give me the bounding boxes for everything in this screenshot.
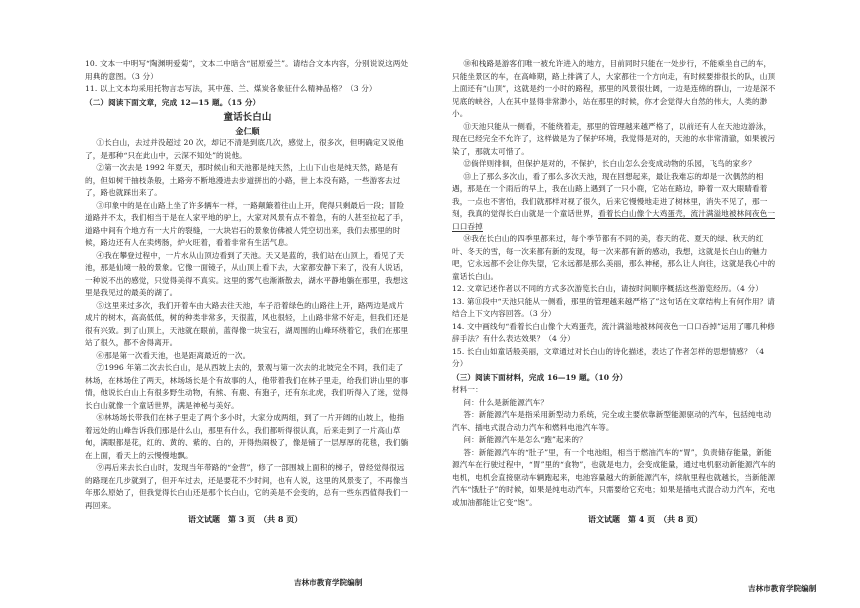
question-13: 13. 第⑪段中“天池只能从一侧看，那里的管理越来越严格了”这句话在文章结构上有何作用？请结合上下文内容回答。（3 分）: [452, 296, 775, 318]
paragraph-5: ⑤这里来过多次，我们开着车由大路去往天池，车子沿着绿色的山路往上开，路两边是成片成片的树木，高高低低，树的种类非常多，天很蓝，风也很轻，上山路非常不好走，但我们还是很有兴致。到了山顶上，天池就在眼前，蓝得像一块宝石，湖周围的山峰环绕着它，我们在那里站了很久，都不舍得离开。: [85, 300, 409, 347]
page-4-content: [452, 58, 777, 509]
qa-line-3: 问：新能源汽车是怎么“跑”起来的？: [463, 435, 587, 444]
page-4-footer: 语文试题 第 4 页 （共 8 页）: [588, 514, 703, 524]
paragraph-11: ⑪天池只能从一侧看，不能绕着走，那里的管理越来越严格了，以前还有人在天池边游泳，现在已经完全不允许了，这样做是为了保护环境，我觉得是对的，天池的水非常清澈，如果被污染了，那就太可惜了。: [452, 121, 776, 156]
paragraph-8: ⑧林场场长带我们在林子里走了两个多小时，大家分成两组，到了一片开阔的山坡上，他指着远处的山峰告诉我们那是什么山，那里有什么，我们都听得很认真，后来走到了一片高山草甸，满眼都是花，红的、黄的、紫的、白的，开得热闹极了，像是铺了一层厚厚的花毯，我们躺在上面，看天上的云慢慢地飘。: [85, 413, 409, 460]
material-1-label: 材料一：: [452, 385, 483, 394]
question-11: 11. 以上文本均采用托物言志写法，其中莲、兰、煤炭各象征什么精神品格？（3 分）: [85, 84, 377, 93]
question-14: 14. 文中画线句“看着长白山像个大鸡蛋壳，流汁满溢地被林间夜色一口口吞掉”运用了哪几种修辞手法？有什么表达效果？（4 分）: [452, 321, 775, 343]
paragraph-4: ④我在攀登过程中，一片水从山顶边看到了天池。天又是蓝的，我们站在山顶上，看见了天池，那是仙境一般的景象。它像一面镜子，从山顶上看下去，大家都安静下来了，没有人说话，一种说不出的感觉，只觉得美得不真实。这里的雾气也渐渐散去，湖水平静地躺在那里，我想这里是我见过的最美的湖了。: [85, 250, 409, 297]
paragraph-10: ⑩和栈路是游客们唯一被允许进入的地方，目前同时只能在一处步行，不能乘坐自己的车，只能坐景区的车，在高峰期，路上排满了人，大家都往一个方向走，有时候要排很长的队，山顶上面还有“山顶”，这就是约一小时的路程，那里的风景很壮阔，一边是连绵的群山，一边是深不见底的峡谷，人在其中显得非常渺小，站在那里的时候，你才会觉得大自然的伟大，人类的渺小。: [452, 59, 776, 118]
page-3-content: [85, 58, 410, 512]
question-10: 10. 文本一中明写“陶渊明爱菊”，文本二中暗含“屈原爱兰”。请结合文本内容，分别说说这两处用典的意图。（3 分）: [85, 59, 409, 81]
paragraph-7: ⑦1996 年第二次去长白山，是从西坡上去的，景观与第一次去的北坡完全不同，我们走了林场，在林场住了两天，林场场长是个有故事的人，他带着我们在林子里走，给我们讲山里的事情，他说长白山上有很多野生动物，有熊、有鹿、有狍子，还有东北虎，我们听得入了迷，觉得长白山就像一个童话世界，满是神秘与美好。: [85, 363, 409, 410]
qa-line-4: 答：新能源汽车的“肚子”里，有一个电池组，相当于燃油汽车的“胃”，负责储存能量，新能源汽车在行驶过程中，“胃”里的“食物”，也就是电力，会变成能量，通过电机驱动新能源汽车的电机，电机会直接驱动车辆跑起来，电池容量越大的新能源汽车，续航里程也就越长，当新能源汽车“饿肚子”的时候，如果是纯电动汽车，只需要给它充电；如果是插电式混合动力汽车，充电或加油都能让它变“饱”。: [452, 447, 776, 507]
section-3-heading: （三）阅读下面材料，完成 16—19 题。（10 分）: [452, 372, 628, 382]
paragraph-9: ⑨再后来去长白山时，发现当年带路的“金营”，修了一部围城上面积的梯子，曾经觉得很远的路现在几步就到了，但开车过去，还是要花不少时间，也有人说，这里的风景变了，不再像当年那么原始了，但我觉得长白山还是那个长白山，它的美是不会变的，总有一些东西值得我们一再回来。: [85, 463, 409, 510]
paragraph-13: [452, 171, 777, 234]
paragraph-3: ③印象中的是在山路上坐了许多辆车一样，一路颠簸着往山上开，爬得只剩最后一段；冒险道路并不太，我们相当于是在人家平地的驴上，大家对风景有点不着急，有的人甚至拉起了手，道路中间有个地方有一大片的裂缝，一大块岩石的景象仿佛被人凭空切出来，我们去那里的时候，路边还有人在卖烤肠，炉火旺着，看着非常有生活气息。: [85, 200, 409, 247]
section-2-heading: （二）阅读下面文章，完成 12—15 题。（15 分）: [85, 97, 261, 107]
article-title: 童话长白山: [223, 112, 272, 123]
qa-line-1: 问：什么是新能源汽车？: [463, 397, 549, 407]
underlined-sentence: 看着长白山像个大鸡蛋壳，流汁满溢地被林间夜色一口口吞掉: [452, 209, 776, 231]
exam-page-4: [430, 0, 860, 608]
question-12: 12. 文章记述作者以不同的方式多次游览长白山，请按时间顺序概括这些游览经历。（4 分）: [452, 284, 763, 293]
paragraph-1: ①长白山，去过并没超过 20 次，却记不清是到底几次，感觉上，很多次，但明确定又说他了，是那种“只在此山中，云深不知处”的说他。: [85, 138, 404, 160]
paragraph-2: ②第一次去是 1992 年夏天，那时候山和天池都是纯天然，上山下山也是纯天然，路是有的，但如树干抽枝条般，土路旁不断地漫进去步道拼出的小路，世上本没有路，一些游客去过了，路也就踩出来了。: [85, 163, 401, 197]
paragraph-6: ⑥那是第一次看天池，也是距离最近的一次。: [96, 350, 251, 360]
paragraph-13-text: ⑬上了那么多次山，看了那么多次天池，现在回想起来，最让我难忘的却是一次偶然的相遇，那是在一个雨后的早上，我在山路上遇到了一只小鹿，它站在路边，睁着一双大眼睛看着我，一点也不害怕，我们就那样对视了很久，后来它慢慢地走进了树林里，消失不见了，那一刻，我真的觉得长白山就是一个童话世界，: [452, 171, 768, 218]
article-author: 金仁顺: [235, 126, 260, 136]
page-3-footer: 语文试题 第 3 页 （共 8 页）: [188, 514, 303, 524]
paragraph-12: ⑫倘佯则徘徊，但保护是对的，不保护，长白山怎么会变成动物的乐园，飞鸟的家乡？: [463, 159, 756, 168]
qa-line-2: 答：新能源汽车是指采用新型动力系统，完全或主要依靠新型能源驱动的汽车，包括纯电动汽车、插电式混合动力汽车和燃料电池汽车等。: [452, 410, 772, 432]
page-4-publisher: 吉林市教育学院编制: [748, 584, 817, 593]
question-15: 15. 长白山如童话般美丽，文章通过对长白山的诗化描述，表达了作者怎样的思想情感？（4 分）: [452, 346, 765, 368]
paragraph-14: ⑭我在长白山的四季里都来过，每个季节都有不同的美，春天的花、夏天的绿、秋天的红叶、冬天的雪，每一次来都有新的发现，每一次来都有新的感动，我想，这就是长白山的魅力吧，它永远都不会让你失望，它永远都是那么美丽，那么神秘，那么让人向往，这就是我心中的童话长白山。: [452, 234, 776, 281]
page-3-publisher: 吉林市教育学院编制: [294, 578, 363, 587]
